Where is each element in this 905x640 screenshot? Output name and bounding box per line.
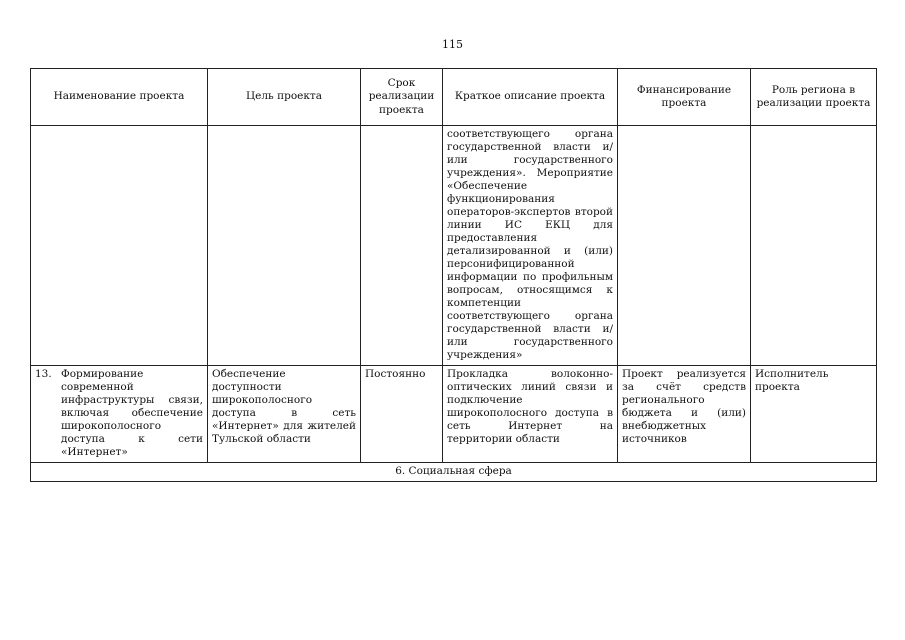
table-header-row (31, 69, 877, 126)
cell-goal: Обеспечение доступности широкополосного доступа в сеть «Интернет» для жителей Тульской области (208, 366, 361, 463)
cell-term-empty (361, 126, 443, 366)
header-financing: Финансирование проекта (618, 69, 751, 126)
cell-financing: Проект реализуется за счёт средств регионального бюджета и (или) внебюджетных источников (618, 366, 751, 463)
page-number: 115 (442, 38, 463, 51)
cell-term: Постоянно (361, 366, 443, 463)
header-region-role: Роль региона в реализации проекта (751, 69, 877, 126)
project-name: Формирование современной инфраструктуры связи, включая обеспечение широкополосного доступа к сети «Интернет» (61, 368, 203, 459)
cell-goal-empty (208, 126, 361, 366)
table-row (31, 366, 877, 463)
cell-description: Прокладка волоконно-оптических линий связи и подключение широкополосного доступа в сеть Интернет на территории области (443, 366, 618, 463)
section-title: 6. Социальная сфера (31, 463, 877, 482)
cell-name (31, 366, 208, 463)
header-goal: Цель проекта (208, 69, 361, 126)
cell-region-role: Исполнитель проекта (751, 366, 877, 463)
header-term: Срок реализации проекта (361, 69, 443, 126)
cell-description: соответствующего органа государственной власти и/или государственного учреждения». Мероприятие «Обеспечение функционирования операторов-экспертов второй линии ИС ЕКЦ для предоставления детализированной и (или) персонифицированной информации по профильным вопросам, относящимся к компетенции соответствующего органа государственной власти и/или государственного учреждения» (443, 126, 618, 366)
table-row (31, 126, 877, 366)
cell-financing-empty (618, 126, 751, 366)
header-name: Наименование проекта (31, 69, 208, 126)
row-number: 13. (35, 368, 52, 381)
cell-region-role-empty (751, 126, 877, 366)
cell-name-empty (31, 126, 208, 366)
header-description: Краткое описание проекта (443, 69, 618, 126)
section-row (31, 463, 877, 482)
projects-table (30, 68, 877, 482)
